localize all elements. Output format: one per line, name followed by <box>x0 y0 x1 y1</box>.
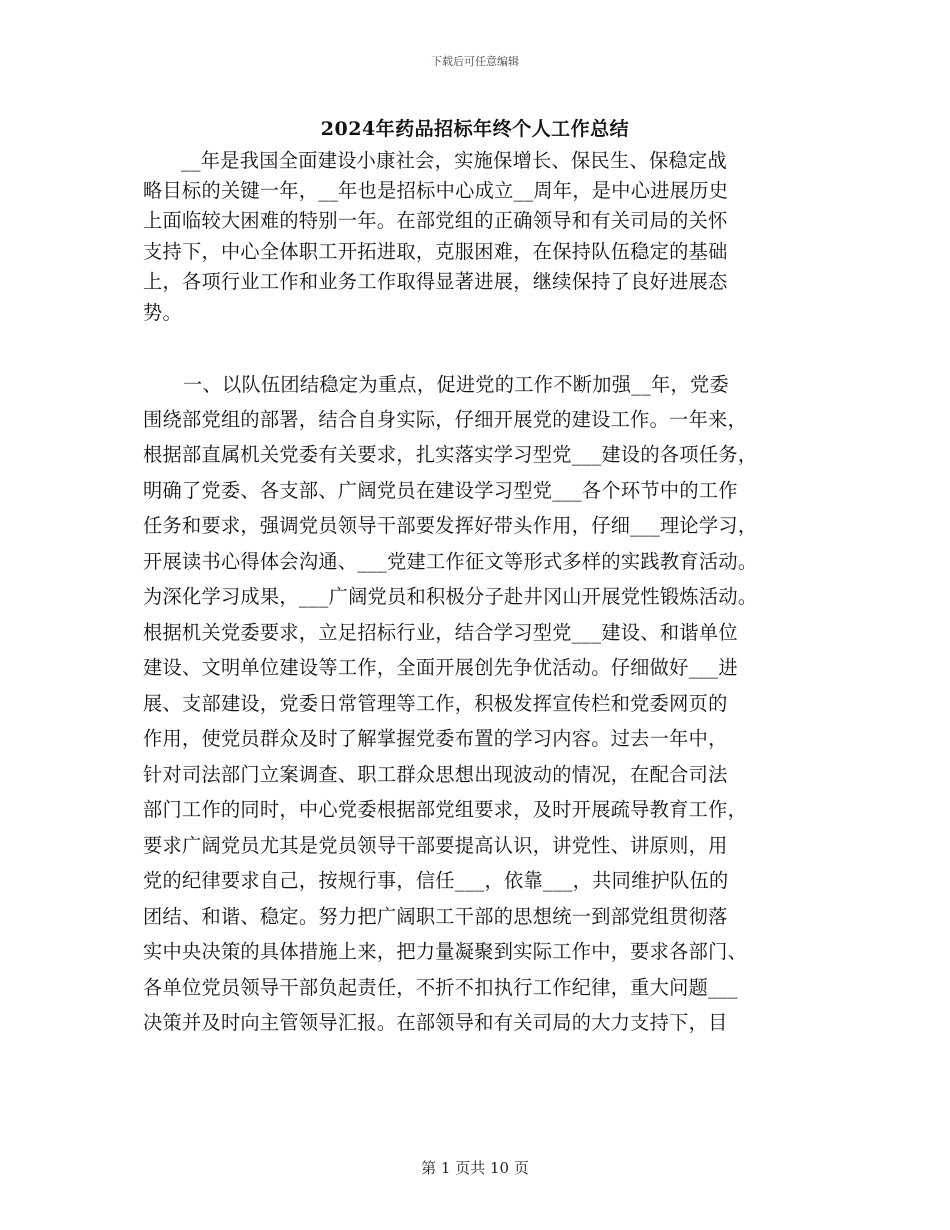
body-line: 任务和要求，强调党员领导干部要发挥好带头作用，仔细___理论学习， <box>143 514 758 537</box>
body-line: 为深化学习成果，___广阔党员和积极分子赴井冈山开展党性锻炼活动。 <box>143 585 758 608</box>
body-line: 支持下，中心全体职工开拓进取，克服困难，在保持队伍稳定的基础 <box>143 240 728 263</box>
body-line: 要求广阔党员尤其是党员领导干部要提高认识，讲党性、讲原则，用 <box>143 834 728 857</box>
body-line: 作用，使党员群众及时了解掌握党委布置的学习内容。过去一年中， <box>143 727 728 750</box>
body-line: 建设、文明单位建设等工作，全面开展创先争优活动。仔细做好___进 <box>143 656 738 679</box>
document-title: 2024年药品招标年终个人工作总结 <box>320 118 630 140</box>
body-line: 上面临较大困难的特别一年。在部党组的正确领导和有关司局的关怀 <box>143 209 728 232</box>
body-line: 部门工作的同时，中心党委根据部党组要求，及时开展疏导教育工作， <box>143 798 748 821</box>
body-line: 决策并及时向主管领导汇报。在部领导和有关司局的大力支持下，目 <box>143 1011 728 1034</box>
body-line: 针对司法部门立案调查、职工群众思想出现波动的情况，在配合司法 <box>143 763 728 786</box>
body-line: 实中央决策的具体措施上来，把力量凝聚到实际工作中，要求各部门、 <box>143 940 748 963</box>
body-line: 略目标的关键一年，__年也是招标中心成立__周年，是中心进展历史 <box>143 179 729 202</box>
body-line: 团结、和谐、稳定。努力把广阔职工干部的思想统一到部党组贯彻落 <box>143 905 728 928</box>
body-line: 根据部直属机关党委有关要求，扎实落实学习型党___建设的各项任务， <box>143 443 758 466</box>
page-footer: 第 1 页共 10 页 <box>421 1159 529 1177</box>
body-line: __年是我国全面建设小康社会，实施保增长、保民生、保稳定战 <box>181 149 727 172</box>
body-line: 围绕部党组的部署，结合自身实际，仔细开展党的建设工作。一年来， <box>143 408 748 431</box>
body-line: 各单位党员领导干部负起责任，不折不扣执行工作纪律，重大问题___ <box>143 976 738 999</box>
body-line: 党的纪律要求自己，按规行事，信任___，依靠___，共同维护队伍的 <box>143 869 729 892</box>
header-note: 下载后可任意编辑 <box>431 55 519 68</box>
body-line: 上，各项行业工作和业务工作取得显著进展，继续保持了良好进展态 <box>143 270 728 293</box>
body-line: 根据机关党委要求，立足招标行业，结合学习型党___建设、和谐单位 <box>143 621 738 644</box>
body-line: 明确了党委、各支部、广阔党员在建设学习型党___各个环节中的工作 <box>143 479 738 502</box>
body-line: 一、以队伍团结稳定为重点，促进党的工作不断加强__年，党委 <box>183 373 729 396</box>
body-line: 势。 <box>143 301 182 324</box>
body-line: 开展读书心得体会沟通、___党建工作征文等形式多样的实践教育活动。 <box>143 550 758 573</box>
body-line: 展、支部建设，党委日常管理等工作，积极发挥宣传栏和党委网页的 <box>143 692 728 715</box>
